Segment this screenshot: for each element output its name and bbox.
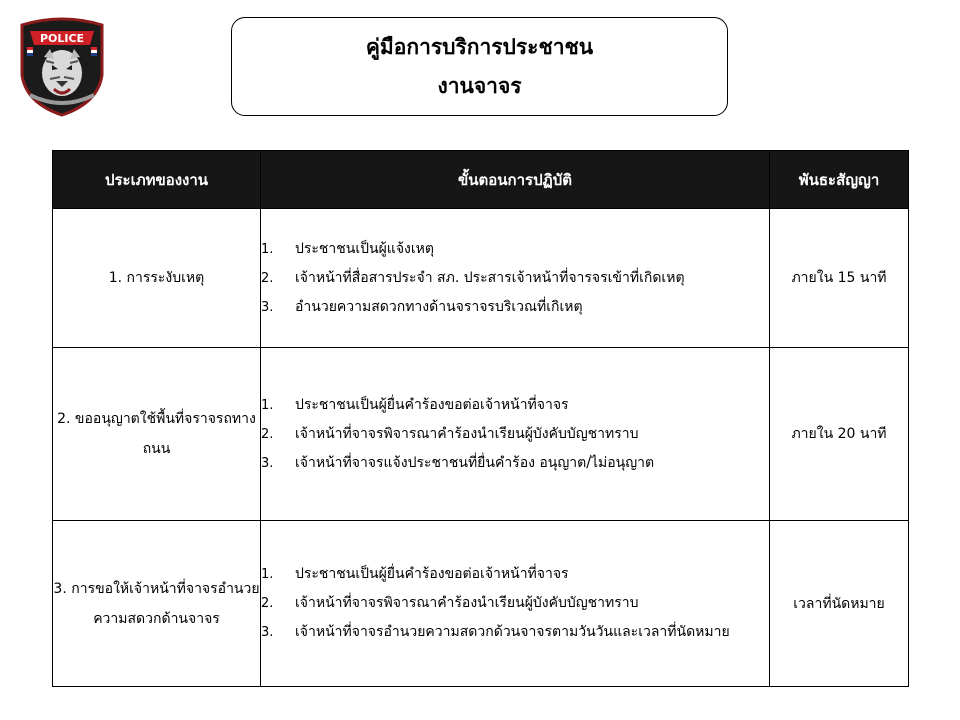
- step-item: 2. เจ้าหน้าที่จาจรพิจารณาคำร้องนำเรียนผู้บังคับบัญชาทราบ: [261, 589, 769, 618]
- table-row: [53, 209, 909, 348]
- step-text: เจ้าหน้าที่จาจรอำนวยความสดวกด้วนจาจรตามวันวันและเวลาที่นัดหมาย: [295, 624, 730, 640]
- job-type-cell: 1. การระงับเหตุ: [53, 209, 261, 348]
- logo-text: POLICE: [39, 32, 85, 45]
- steps-list: [261, 560, 769, 647]
- step-item: 3. อำนวยความสดวกทางด้านจราจรบริเวณที่เกิเหตุ: [261, 293, 769, 322]
- steps-list: [261, 235, 769, 322]
- deadline-cell: ภายใน 15 นาที: [770, 209, 909, 348]
- steps-cell: [261, 348, 770, 521]
- header-job-type: ประเภทของงาน: [53, 151, 261, 209]
- step-text: เจ้าหน้าที่จาจรแจ้งประชาชนที่ยื่นคำร้อง อนุญาต/ไม่อนุญาต: [295, 454, 655, 471]
- steps-cell: [261, 209, 770, 348]
- title-box: [231, 17, 728, 116]
- deadline-cell: ภายใน 20 นาที: [770, 348, 909, 521]
- police-badge-icon: [16, 15, 108, 117]
- steps-list: [261, 391, 769, 478]
- step-item: 2. เจ้าหน้าที่สื่อสารประจำ สภ. ประสารเจ้าหน้าที่จารจรเข้าที่เกิดเหตุ: [261, 264, 769, 293]
- step-text: ประชาชนเป็นผู้ยื่นคำร้องขอต่อเจ้าหน้าที่จาจร: [295, 566, 569, 582]
- step-text: ประชาชนเป็นผู้แจ้งเหตุ: [295, 240, 434, 257]
- step-item: 1. ประชาชนเป็นผู้ยื่นคำร้องขอต่อเจ้าหน้าที่จาจร: [261, 391, 769, 420]
- title-line-2: งานจาจร: [437, 73, 522, 98]
- step-text: เจ้าหน้าที่จาจรพิจารณาคำร้องนำเรียนผู้บังคับบัญชาทราบ: [295, 595, 639, 611]
- title-line-1: คู่มือการบริการประชาชน: [365, 34, 594, 59]
- police-logo: [16, 15, 108, 117]
- header-commitment: พันธะสัญญา: [770, 151, 909, 209]
- job-type-cell: 2. ขออนุญาตใช้พื้นที่จราจรถทางถนน: [53, 348, 261, 521]
- header-procedure: ขั้นตอนการปฏิบัติ: [261, 151, 770, 209]
- step-item: 3. เจ้าหน้าที่จาจรแจ้งประชาชนที่ยื่นคำร้อง อนุญาต/ไม่อนุญาต: [261, 449, 769, 478]
- step-text: ประชาชนเป็นผู้ยื่นคำร้องขอต่อเจ้าหน้าที่จาจร: [295, 396, 569, 413]
- service-table: [52, 150, 909, 687]
- table-row: [53, 521, 909, 687]
- deadline-cell: เวลาที่นัดหมาย: [770, 521, 909, 687]
- step-text: เจ้าหน้าที่จาจรพิจารณาคำร้องนำเรียนผู้บังคับบัญชาทราบ: [295, 425, 639, 442]
- step-item: 3. เจ้าหน้าที่จาจรอำนวยความสดวกด้วนจาจรตามวันวันและเวลาที่นัดหมาย: [261, 618, 769, 647]
- table-row: [53, 348, 909, 521]
- step-item: 2. เจ้าหน้าที่จาจรพิจารณาคำร้องนำเรียนผู้บังคับบัญชาทราบ: [261, 420, 769, 449]
- step-text: เจ้าหน้าที่สื่อสารประจำ สภ. ประสารเจ้าหน้าที่จารจรเข้าที่เกิดเหตุ: [295, 269, 685, 286]
- step-text: อำนวยความสดวกทางด้านจราจรบริเวณที่เกิเหตุ: [295, 298, 583, 315]
- steps-cell: [261, 521, 770, 687]
- table-header-row: [53, 151, 909, 209]
- job-type-cell: 3. การขอให้เจ้าหน้าที่จาจรอำนวยความสดวกด้านจาจร: [53, 521, 261, 687]
- step-item: 1. ประชาชนเป็นผู้ยื่นคำร้องขอต่อเจ้าหน้าที่จาจร: [261, 560, 769, 589]
- step-item: 1. ประชาชนเป็นผู้แจ้งเหตุ: [261, 235, 769, 264]
